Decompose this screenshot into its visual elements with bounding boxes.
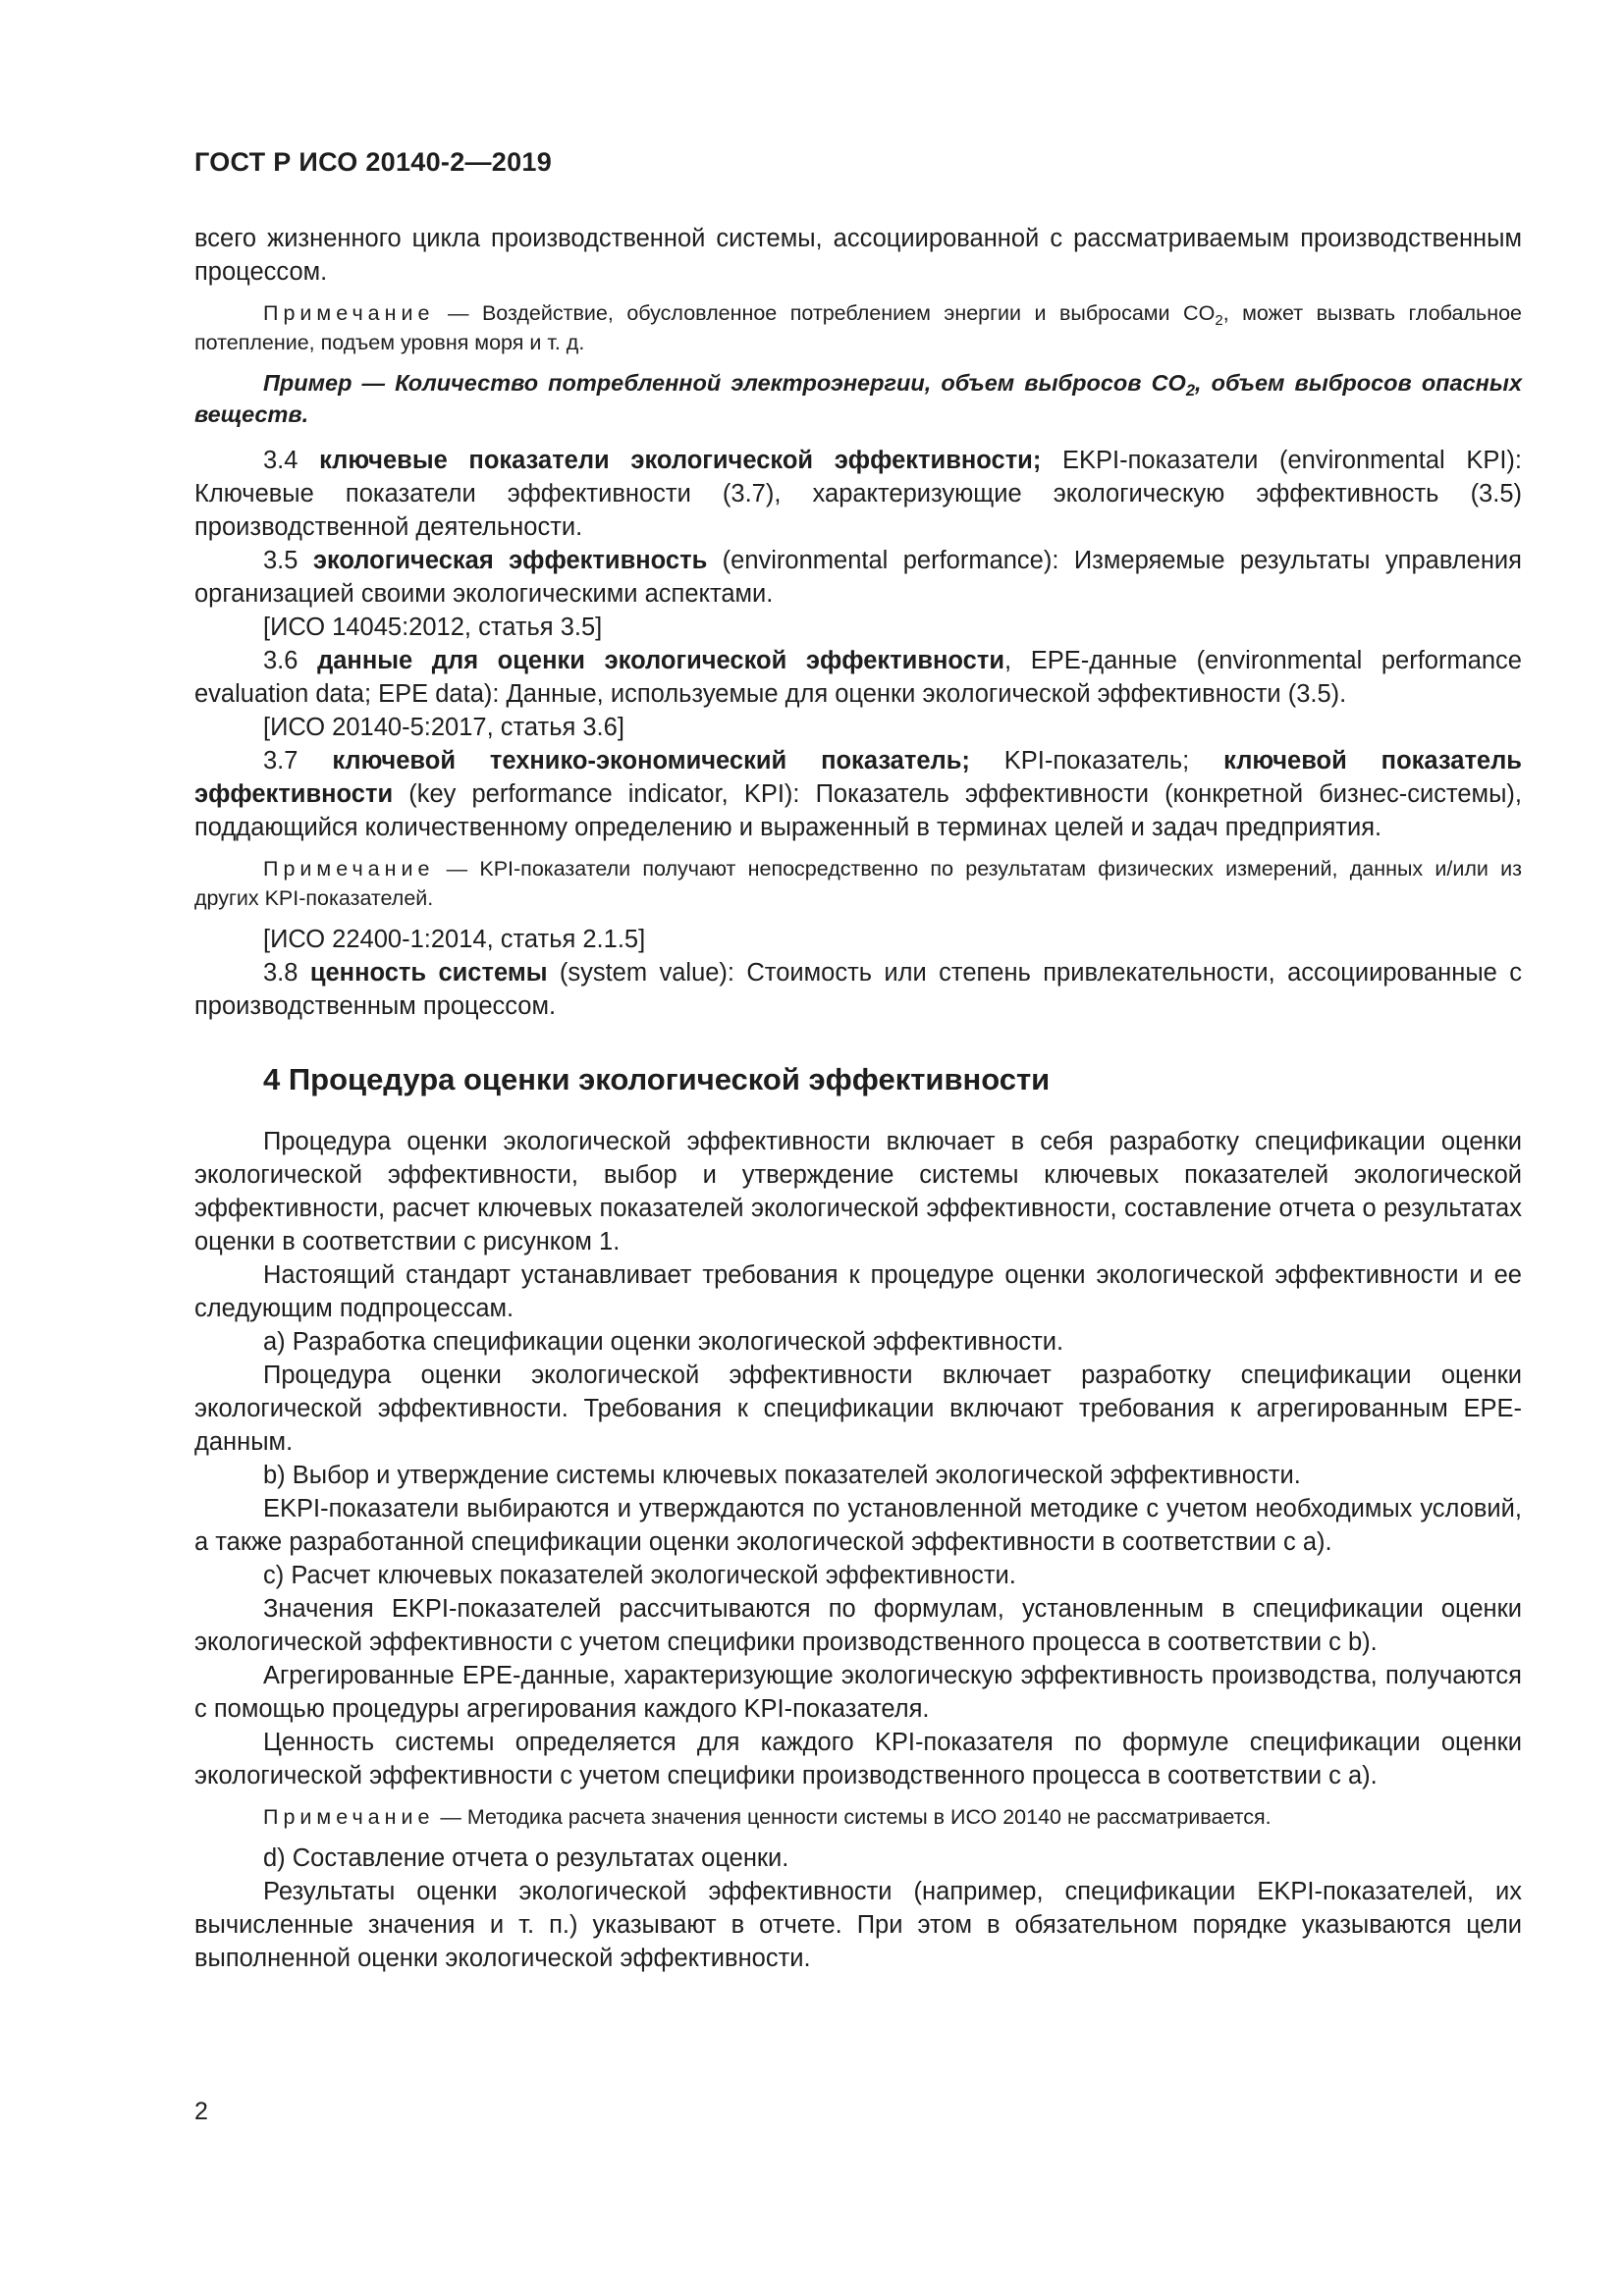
document-header: ГОСТ Р ИСО 20140-2—2019 bbox=[194, 147, 553, 177]
term-name: ключевые показатели экологической эффективности; bbox=[319, 447, 1042, 474]
term-name: ключевой показатель эффективности bbox=[194, 747, 1522, 808]
section-heading: 4 Процедура оценки экологической эффективности bbox=[263, 1062, 1051, 1096]
continuation-paragraph: всего жизненного цикла производственной системы, ассоциированной с рассматриваемым производственным процессом. bbox=[194, 225, 1522, 286]
term-source: [ИСО 14045:2012, статья 3.5] bbox=[263, 614, 603, 641]
section-paragraph: EKPI-показатели выбираются и утверждаются по установленной методике с учетом необходимых условий, а также разработанной спецификации оценки экологической эффективности в соответствии с a). bbox=[194, 1495, 1522, 1556]
term-3-6: 3.6 данные для оценки экологической эффективности, EPE-данные (environmental performance evaluation data; EPE data): Данные, используемые для оценки экологической эффективности (3.5). bbox=[194, 647, 1522, 708]
section-paragraph: Агрегированные EPE-данные, характеризующие экологическую эффективность производства, получаются с помощью процедуры агрегирования каждого KPI-показателя. bbox=[194, 1662, 1522, 1723]
note-2: Примечание — KPI-показатели получают непосредственно по результатам физических измерений, данных и/или из других KPI-показателей. bbox=[194, 857, 1522, 910]
term-source: [ИСО 22400-1:2014, статья 2.1.5] bbox=[263, 926, 646, 953]
term-3-8: 3.8 ценность системы (system value): Стоимость или степень привлекательности, ассоциированные с производственным процессом. bbox=[194, 959, 1522, 1020]
section-paragraph: Результаты оценки экологической эффективности (например, спецификации EKPI-показателей, их вычисленные значения и т. п.) указывают в отчете. При этом в обязательном порядке указываются цели выполненной оценки экологической эффективности. bbox=[194, 1878, 1522, 1972]
term-3-5: 3.5 экологическая эффективность (environmental performance): Измеряемые результаты управления организацией своими экологическими аспектами. bbox=[194, 547, 1522, 608]
term-name: ключевой технико-экономический показатель; bbox=[332, 747, 970, 774]
list-item-b: b) Выбор и утверждение системы ключевых показателей экологической эффективности. bbox=[263, 1462, 1301, 1489]
list-item-d: d) Составление отчета о результатах оценки. bbox=[263, 1844, 789, 1872]
document-body bbox=[194, 222, 1522, 1975]
term-3-7: 3.7 ключевой технико-экономический показатель; KPI-показатель; ключевой показатель эффективности (key performance indicator, KPI): Показатель эффективности (конкретной бизнес-системы), поддающийся количественному определению и выраженный в терминах целей и задач предприятия. bbox=[194, 747, 1522, 841]
term-source: [ИСО 20140-5:2017, статья 3.6] bbox=[263, 714, 624, 741]
term-name: экологическая эффективность bbox=[312, 547, 708, 574]
page-number: 2 bbox=[194, 2098, 208, 2125]
note-label: Примечание bbox=[263, 1805, 435, 1829]
term-name: ценность системы bbox=[309, 959, 548, 987]
term-name: данные для оценки экологической эффективности bbox=[317, 647, 1005, 674]
note-label: Примечание bbox=[263, 857, 435, 881]
example-paragraph: Пример — Количество потребленной электроэнергии, объем выбросов $CO_2$, объем выбросов опасных веществ. bbox=[194, 370, 1523, 427]
list-item-c: c) Расчет ключевых показателей экологической эффективности. bbox=[263, 1562, 1016, 1589]
section-paragraph: Ценность системы определяется для каждого KPI-показателя по формуле спецификации оценки экологической эффективности с учетом специфики производственного процесса в соответствии с a). bbox=[194, 1729, 1522, 1789]
note-label: Примечание bbox=[263, 301, 435, 325]
section-paragraph: Настоящий стандарт устанавливает требования к процедуре оценки экологической эффективности и ее следующим подпроцессам. bbox=[194, 1261, 1522, 1322]
list-item-a: a) Разработка спецификации оценки экологической эффективности. bbox=[263, 1328, 1064, 1356]
note-3: Примечание — Методика расчета значения ценности системы в ИСО 20140 не рассматривается. bbox=[263, 1805, 1272, 1829]
section-paragraph: Процедура оценки экологической эффективности включает в себя разработку спецификации оценки экологической эффективности, выбор и утверждение системы ключевых показателей экологической эффективности, расчет ключевых показателей экологической эффективности, составление отчета о результатах оценки в соответствии с рисунком 1. bbox=[194, 1128, 1522, 1255]
note-1: Примечание — Воздействие, обусловленное потреблением энергии и выбросами $CO_2$, может вызвать глобальное потепление, подъем уровня моря и т. д. bbox=[194, 301, 1522, 354]
section-paragraph: Процедура оценки экологической эффективности включает разработку спецификации оценки экологической эффективности. Требования к спецификации включают требования к агрегированным EPE-данным. bbox=[194, 1362, 1522, 1456]
section-paragraph: Значения EKPI-показателей рассчитываются по формулам, установленным в спецификации оценки экологической эффективности с учетом специфики производственного процесса в соответствии с b). bbox=[194, 1595, 1522, 1656]
term-3-4: 3.4 ключевые показатели экологической эффективности; EKPI-показатели (environmental KPI): Ключевые показатели эффективности (3.7), характеризующие экологическую эффективность (3.5) производственной деятельности. bbox=[194, 447, 1522, 541]
